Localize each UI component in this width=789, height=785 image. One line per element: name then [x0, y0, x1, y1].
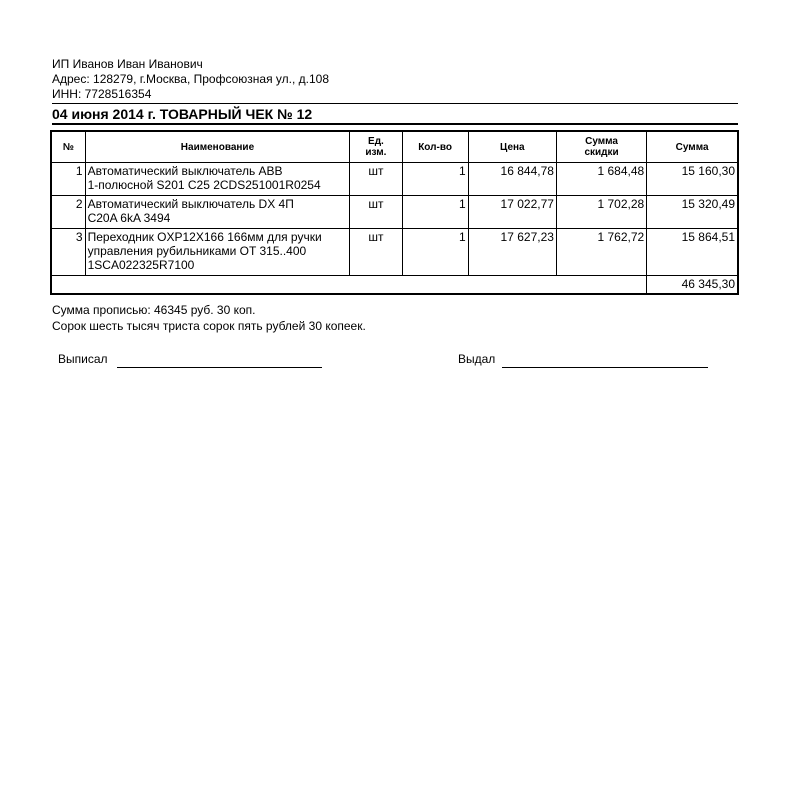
row-name-line2: управления рубильниками OT 315..400 — [87, 244, 307, 258]
header-qty: Кол-во — [402, 131, 468, 163]
total-sum: 46 345,30 — [647, 276, 738, 295]
row-unit: шт — [350, 229, 402, 276]
row-name-line1: Автоматический выключатель DX 4П — [87, 197, 294, 211]
row-name-line1: Автоматический выключатель ABB — [87, 164, 283, 178]
row-sum: 15 864,51 — [647, 229, 738, 276]
header-unit-line2: изм. — [365, 147, 387, 158]
header-name: Наименование — [85, 131, 350, 163]
header-discount — [556, 131, 646, 163]
row-qty: 1 — [402, 163, 468, 196]
row-name — [85, 163, 350, 196]
header-unit-line1: Ед. — [368, 136, 384, 147]
items-table — [50, 130, 739, 295]
row-name-line2: 1-полюсной S201 C25 2CDS251001R0254 — [87, 178, 321, 192]
total-spacer-cell — [51, 276, 647, 295]
header-num: № — [51, 131, 85, 163]
issued-by-label: Выписал — [58, 352, 108, 366]
row-name-line2: C20A 6kA 3494 — [87, 211, 171, 225]
row-sum: 15 160,30 — [647, 163, 738, 196]
header-unit — [350, 131, 402, 163]
row-name — [85, 229, 350, 276]
table-row — [51, 229, 738, 276]
title-rule-bottom — [52, 123, 738, 125]
row-sum: 15 320,49 — [647, 196, 738, 229]
row-price: 17 627,23 — [468, 229, 556, 276]
document-title: 04 июня 2014 г. ТОВАРНЫЙ ЧЕК № 12 — [52, 106, 313, 122]
given-by-label: Выдал — [458, 352, 496, 366]
header-discount-line2: скидки — [584, 147, 619, 158]
sum-in-words-label: Сумма прописью: 46345 руб. 30 коп. — [52, 303, 256, 317]
seller-name: ИП Иванов Иван Иванович — [52, 57, 203, 71]
seller-inn: ИНН: 7728516354 — [52, 87, 152, 101]
row-discount: 1 762,72 — [556, 229, 646, 276]
row-discount: 1 684,48 — [556, 163, 646, 196]
table-header-row — [51, 131, 738, 163]
seller-address: Адрес: 128279, г.Москва, Профсоюзная ул., д.108 — [52, 72, 330, 86]
row-unit: шт — [350, 196, 402, 229]
row-name-line3: 1SCA022325R7100 — [87, 258, 195, 272]
header-sum: Сумма — [647, 131, 738, 163]
given-by-signature-line — [502, 367, 708, 368]
row-num: 2 — [51, 196, 85, 229]
table-row — [51, 163, 738, 196]
row-price: 17 022,77 — [468, 196, 556, 229]
row-discount: 1 702,28 — [556, 196, 646, 229]
table-total-row — [51, 276, 738, 295]
header-price: Цена — [468, 131, 556, 163]
row-price: 16 844,78 — [468, 163, 556, 196]
issued-by-signature-line — [117, 367, 322, 368]
title-rule-top — [52, 103, 738, 104]
row-qty: 1 — [402, 229, 468, 276]
row-qty: 1 — [402, 196, 468, 229]
row-num: 1 — [51, 163, 85, 196]
sum-in-words: Сорок шесть тысяч триста сорок пять рублей 30 копеек. — [52, 319, 366, 333]
row-unit: шт — [350, 163, 402, 196]
header-discount-line1: Сумма — [585, 136, 618, 147]
row-name — [85, 196, 350, 229]
row-name-line1: Переходник OXP12X166 166мм для ручки — [87, 230, 322, 244]
table-row — [51, 196, 738, 229]
row-num: 3 — [51, 229, 85, 276]
